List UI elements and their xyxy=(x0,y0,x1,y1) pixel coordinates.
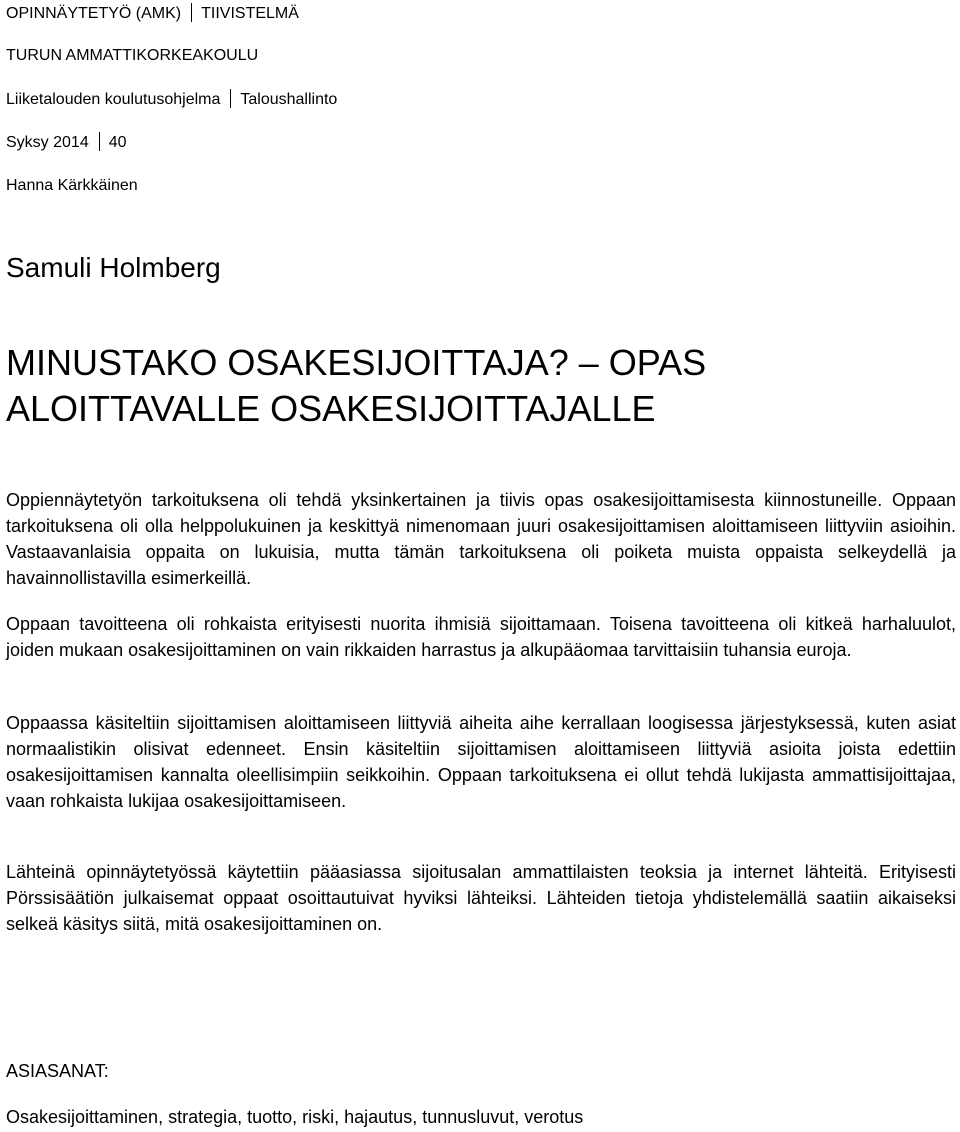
separator xyxy=(99,132,100,151)
programme: Liiketalouden koulutusohjelma xyxy=(6,91,221,108)
doc-type-line xyxy=(6,3,299,24)
doc-subtype: TIIVISTELMÄ xyxy=(201,5,299,22)
separator xyxy=(230,89,231,108)
supervisor-line xyxy=(6,176,138,196)
specialisation: Taloushallinto xyxy=(240,91,338,108)
author-name: Samuli Holmberg xyxy=(6,252,221,283)
institution-line xyxy=(6,46,258,66)
abstract-paragraph-1: Oppiennäytetyön tarkoituksena oli tehdä yksinkertainen ja tiivis opas osakesijoittamisesta kiinnostuneille. Oppaan tarkoituksena oli olla helppolukuinen ja keskittyä nimenomaan juuri osakesijoittamisen aloittamiseen liittyviin asioihin. Vastaavanlaisia oppaita on lukuisia, mutta tämän tarkoituksena oli poiketa muista oppaista selkeydellä ja havainnollistavilla esimerkeillä. xyxy=(6,490,956,588)
doc-type: OPINNÄYTETYÖ (AMK) xyxy=(6,5,182,22)
title-line-2: ALOITTAVALLE OSAKESIJOITTAJALLE xyxy=(6,388,656,429)
title-line-1: MINUSTAKO OSAKESIJOITTAJA? – OPAS xyxy=(6,342,707,383)
abstract-paragraph-4: Lähteinä opinnäytetyössä käytettiin pääasiassa sijoitusalan ammattilaisten teoksia ja internet lähteitä. Erityisesti Pörssisäätiön julkaisemat oppaat osoittautuivat hyviksi lähteiksi. Lähteiden tietoja yhdistelemällä saatiin aikaiseksi selkeä käsitys siitä, mitä osakesijoittaminen on. xyxy=(6,862,956,934)
thesis-title xyxy=(6,340,906,432)
abstract-paragraph-2: Oppaan tavoitteena oli rohkaista erityisesti nuorita ihmisiä sijoittamaan. Toisena tavoitteena oli kitkeä harhaluulot, joiden mukaan osakesijoittaminen on vain rikkaiden harrastus ja alkupääomaa tarvittaisiin tuhansia euroja. xyxy=(6,614,956,660)
institution: TURUN AMMATTIKORKEAKOULU xyxy=(6,47,259,64)
page-count: 40 xyxy=(108,134,127,151)
term: Syksy 2014 xyxy=(6,134,89,151)
keywords-value: Osakesijoittaminen, strategia, tuotto, riski, hajautus, tunnusluvut, verotus xyxy=(6,1107,584,1127)
programme-line xyxy=(6,89,337,110)
supervisor: Hanna Kärkkäinen xyxy=(6,177,138,194)
separator xyxy=(191,3,192,22)
keywords-label: ASIASANAT: xyxy=(6,1061,109,1081)
abstract-paragraph-3: Oppaassa käsiteltiin sijoittamisen aloittamiseen liittyviä aiheita aihe kerrallaan loogisessa järjestyksessä, kuten asiat normaalistikin olisivat edenneet. Ensin käsiteltiin sijoittamisen aloittamiseen liittyviä asioita joista edettiin osakesijoittamisen kannalta oleellisimpiin seikkoihin. Oppaan tarkoituksena ei ollut tehdä lukijasta ammattisijoittajaa, vaan rohkaista lukijaa osakesijoittamiseen. xyxy=(6,713,956,811)
term-line xyxy=(6,132,127,153)
